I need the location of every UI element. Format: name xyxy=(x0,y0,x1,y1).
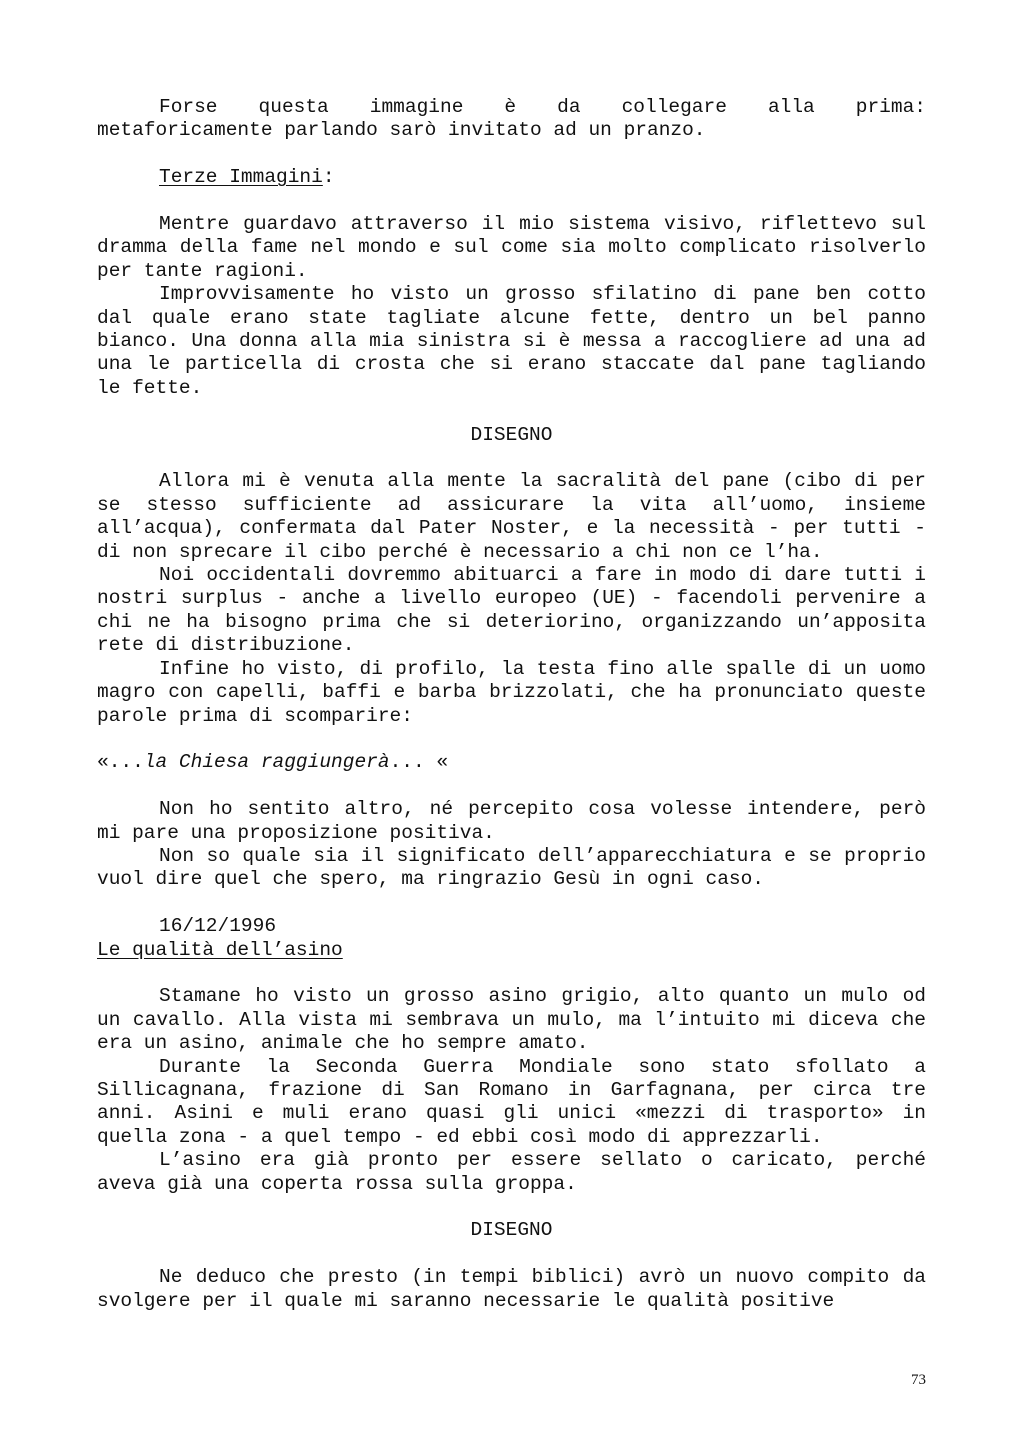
section-heading-asino xyxy=(97,939,926,962)
paragraph-3: Improvvisamente ho visto un grosso sfilatino di pane ben cotto dal quale erano state tagliate alcune fette, dentro un bel panno bianco. Una donna alla mia sinistra si è messa a raccogliere ad una ad una le particella di crosta che si erano staccate dal pane tagliando le fette. xyxy=(97,283,926,399)
quote-text: la Chiesa raggiungerà xyxy=(143,751,390,774)
paragraph-8: Non so quale sia il significato dell’apparecchiatura e se proprio vuol dire quel che spero, ma ringrazio Gesù in ogni caso. xyxy=(97,844,926,891)
paragraph-1-line-1: Forse questa immagine è da collegare alla prima: xyxy=(159,96,926,118)
paragraph-6: Infine ho visto, di profilo, la testa fino alle spalle di un uomo magro con capelli, baffi e barba brizzolati, che ha pronunciato queste parole prima di scomparire: xyxy=(97,657,926,727)
section-heading-terze-text: Terze Immagini xyxy=(159,166,323,189)
paragraph-9: Stamane ho visto un grosso asino grigio, alto quanto un mulo od un cavallo. Alla vista mi sembrava un mulo, ma l’intuito mi diceva che era un asino, animale che ho sempre amato. xyxy=(97,985,926,1055)
paragraph-12: Ne deduco che presto (in tempi biblici) avrò un nuovo compito da svolgere per il quale mi saranno necessarie le qualità positive xyxy=(97,1266,926,1312)
paragraph-7: Non ho sentito altro, né percepito cosa volesse intendere, però mi pare una proposizione positiva. xyxy=(97,798,926,844)
document-page xyxy=(97,96,926,1313)
paragraph-5: Noi occidentali dovremmo abituarci a fare in modo di dare tutti i nostri surplus - anche a livello europeo (UE) - facendoli pervenire a chi ne ha bisogno prima che si deteriorino, organizzando un’apposita rete di distribuzione. xyxy=(97,564,926,657)
section-heading-terze-immagini xyxy=(97,166,926,189)
paragraph-11: L’asino era già pronto per essere sellato o caricato, perché aveva già una coperta rossa sulla groppa. xyxy=(97,1149,926,1195)
section-heading-asino-text: Le qualità dell’asino xyxy=(97,938,343,961)
quote-open: «... xyxy=(97,751,144,774)
disegno-label-1: DISEGNO xyxy=(470,423,553,446)
page-number: 73 xyxy=(911,1372,926,1388)
paragraph-10: Durante la Seconda Guerra Mondiale sono stato sfollato a Sillicagnana, frazione di San Romano in Garfagnana, per circa tre anni. Asini e muli erano quasi gli unici «mezzi di trasporto» in quella zona - a quel tempo - ed ebbi così modo di apprezzarli. xyxy=(97,1055,926,1148)
section-heading-colon: : xyxy=(322,166,335,189)
paragraph-2: Mentre guardavo attraverso il mio sistema visivo, riflettevo sul dramma della fame nel mondo e sul come sia molto complicato risolverlo per tante ragioni. xyxy=(97,213,926,282)
disegno-label-2: DISEGNO xyxy=(470,1219,553,1242)
quote xyxy=(97,751,926,774)
quote-close: ... « xyxy=(389,751,449,774)
paragraph-1-line-2: metaforicamente parlando sarò invitato ad un pranzo. xyxy=(97,119,706,142)
paragraph-4: Allora mi è venuta alla mente la sacralità del pane (cibo di per se stesso sufficiente ad assicurare la vita all’uomo, insieme all’acqua), confermata dal Pater Noster, e la necessità - per tutti - di non sprecare il cibo perché è necessario a chi non ce l’ha. xyxy=(97,470,926,563)
entry-date: 16/12/1996 xyxy=(159,915,277,938)
